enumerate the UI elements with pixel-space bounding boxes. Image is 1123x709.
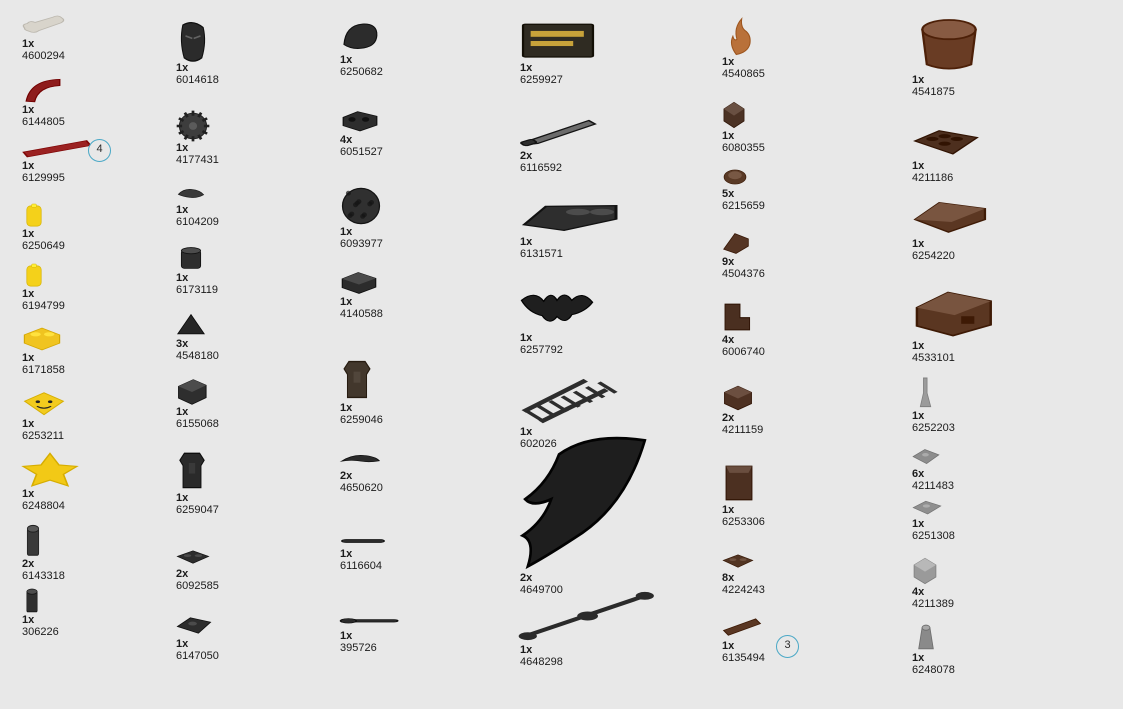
part-quantity: 1x bbox=[912, 74, 925, 86]
part-entry bbox=[176, 20, 219, 86]
part-image bbox=[176, 448, 219, 492]
part-image bbox=[176, 20, 219, 62]
part-image bbox=[520, 20, 596, 62]
part-entry bbox=[22, 326, 65, 376]
part-entry bbox=[22, 390, 66, 442]
part-image bbox=[912, 376, 955, 410]
part-number: 4140588 bbox=[340, 308, 383, 320]
part-image bbox=[912, 446, 954, 468]
part-image bbox=[22, 138, 92, 160]
part-quantity: 1x bbox=[22, 614, 35, 626]
part-image bbox=[722, 100, 765, 130]
part-quantity: 1x bbox=[176, 406, 189, 418]
part-number: 6104209 bbox=[176, 216, 219, 228]
part-number: 6257792 bbox=[520, 344, 563, 356]
part-number: 4548180 bbox=[176, 350, 219, 362]
part-entry bbox=[722, 552, 765, 596]
part-entry bbox=[912, 376, 955, 434]
part-quantity: 1x bbox=[520, 644, 533, 656]
part-quantity: 1x bbox=[340, 402, 353, 414]
part-image bbox=[176, 312, 219, 338]
part-entry bbox=[520, 284, 594, 356]
part-image bbox=[22, 452, 78, 488]
part-entry bbox=[22, 264, 65, 312]
part-entry bbox=[722, 300, 765, 358]
part-entry bbox=[22, 452, 78, 512]
part-entry bbox=[176, 448, 219, 516]
part-number: 4649700 bbox=[520, 584, 563, 596]
part-image bbox=[22, 524, 65, 558]
part-number: 6092585 bbox=[176, 580, 219, 592]
part-entry bbox=[912, 196, 988, 262]
part-quantity: 1x bbox=[912, 518, 925, 530]
part-image bbox=[912, 14, 986, 74]
part-quantity: 4x bbox=[912, 586, 925, 598]
part-number: 4533101 bbox=[912, 352, 955, 364]
part-entry bbox=[340, 270, 383, 320]
part-entry bbox=[22, 138, 92, 184]
part-entry bbox=[912, 446, 954, 492]
part-quantity: 1x bbox=[340, 296, 353, 308]
part-image bbox=[912, 126, 980, 160]
part-image bbox=[22, 204, 65, 228]
part-number: 4211389 bbox=[912, 598, 955, 610]
part-quantity: 1x bbox=[176, 142, 189, 154]
part-number: 6253211 bbox=[22, 430, 65, 442]
part-quantity: 1x bbox=[176, 62, 189, 74]
part-image bbox=[340, 108, 383, 134]
part-image bbox=[22, 326, 65, 352]
part-quantity: 1x bbox=[176, 272, 189, 284]
part-entry bbox=[912, 620, 955, 676]
part-quantity: 1x bbox=[912, 652, 925, 664]
part-number: 4224243 bbox=[722, 584, 765, 596]
part-number: 6251308 bbox=[912, 530, 955, 542]
part-entry bbox=[340, 356, 383, 426]
part-quantity: 1x bbox=[912, 160, 925, 172]
part-quantity: 1x bbox=[722, 56, 735, 68]
part-number: 4504376 bbox=[722, 268, 765, 280]
part-number: 6155068 bbox=[176, 418, 219, 430]
part-entry bbox=[912, 556, 954, 610]
part-number: 4541875 bbox=[912, 86, 955, 98]
part-image bbox=[340, 186, 383, 226]
part-image bbox=[520, 432, 650, 572]
part-image bbox=[722, 230, 765, 256]
part-entry bbox=[722, 384, 763, 436]
part-entry bbox=[722, 100, 765, 154]
part-entry bbox=[176, 110, 219, 166]
step-callout-badge: 4 bbox=[88, 139, 111, 162]
part-quantity: 4x bbox=[340, 134, 353, 146]
part-quantity: 1x bbox=[22, 104, 35, 116]
part-entry bbox=[22, 524, 65, 582]
part-image bbox=[22, 264, 65, 288]
part-image bbox=[722, 616, 765, 640]
part-entry bbox=[520, 432, 650, 596]
part-number: 6135494 bbox=[722, 652, 765, 664]
part-entry bbox=[722, 18, 765, 80]
part-image bbox=[22, 588, 59, 614]
part-number: 6147050 bbox=[176, 650, 219, 662]
part-entry bbox=[520, 20, 596, 86]
part-number: 4211186 bbox=[912, 172, 954, 184]
part-quantity: 6x bbox=[912, 468, 925, 480]
part-quantity: 1x bbox=[176, 638, 189, 650]
part-entry bbox=[176, 548, 219, 592]
part-quantity: 1x bbox=[340, 630, 353, 642]
part-number: 4650620 bbox=[340, 482, 383, 494]
step-callout-badge: 3 bbox=[776, 635, 799, 658]
part-quantity: 9x bbox=[722, 256, 735, 268]
part-number: 6253306 bbox=[722, 516, 765, 528]
part-image bbox=[722, 384, 763, 412]
part-number: 6250649 bbox=[22, 240, 65, 252]
part-image bbox=[912, 286, 994, 340]
part-image bbox=[520, 114, 600, 150]
part-number: 602026 bbox=[520, 438, 557, 450]
part-number: 6248804 bbox=[22, 500, 65, 512]
part-number: 6248078 bbox=[912, 664, 955, 676]
part-entry bbox=[722, 462, 765, 528]
part-entry bbox=[176, 378, 219, 430]
part-number: 6173119 bbox=[176, 284, 219, 296]
part-number: 4648298 bbox=[520, 656, 563, 668]
part-image bbox=[912, 556, 954, 586]
part-image bbox=[340, 448, 383, 470]
part-entry bbox=[912, 14, 986, 98]
part-number: 4211483 bbox=[912, 480, 955, 492]
part-quantity: 1x bbox=[176, 492, 189, 504]
part-quantity: 1x bbox=[22, 288, 35, 300]
part-image bbox=[176, 614, 219, 638]
part-entry bbox=[340, 108, 383, 158]
part-quantity: 1x bbox=[912, 238, 925, 250]
part-number: 6144805 bbox=[22, 116, 65, 128]
part-number: 6080355 bbox=[722, 142, 765, 154]
part-image bbox=[176, 378, 219, 406]
part-image bbox=[912, 620, 955, 652]
part-quantity: 3x bbox=[176, 338, 189, 350]
part-entry bbox=[22, 12, 66, 62]
part-quantity: 1x bbox=[722, 504, 735, 516]
part-number: 6116592 bbox=[520, 162, 563, 174]
part-number: 6129995 bbox=[22, 172, 65, 184]
part-entry bbox=[520, 196, 620, 260]
part-number: 306226 bbox=[22, 626, 59, 638]
part-quantity: 2x bbox=[722, 412, 735, 424]
part-number: 6014618 bbox=[176, 74, 219, 86]
part-entry bbox=[340, 448, 383, 494]
part-quantity: 1x bbox=[520, 236, 533, 248]
part-entry bbox=[912, 286, 994, 364]
part-entry bbox=[22, 76, 65, 128]
part-number: 6194799 bbox=[22, 300, 65, 312]
part-quantity: 2x bbox=[340, 470, 353, 482]
part-quantity: 1x bbox=[22, 418, 35, 430]
part-number: 6131571 bbox=[520, 248, 563, 260]
part-entry bbox=[22, 204, 65, 252]
part-image bbox=[912, 196, 988, 238]
part-number: 4540865 bbox=[722, 68, 765, 80]
part-image bbox=[176, 246, 218, 272]
part-image bbox=[912, 498, 955, 518]
part-quantity: 1x bbox=[22, 228, 35, 240]
part-number: 6006740 bbox=[722, 346, 765, 358]
part-quantity: 1x bbox=[722, 640, 735, 652]
part-quantity: 1x bbox=[22, 160, 35, 172]
part-quantity: 8x bbox=[722, 572, 735, 584]
part-image bbox=[520, 284, 594, 332]
part-image bbox=[722, 552, 765, 572]
part-image bbox=[722, 166, 765, 188]
part-quantity: 1x bbox=[340, 226, 353, 238]
part-number: 6259927 bbox=[520, 74, 563, 86]
part-image bbox=[340, 20, 383, 54]
part-number: 4211159 bbox=[722, 424, 764, 436]
part-entry bbox=[340, 534, 386, 572]
part-image bbox=[340, 612, 400, 630]
part-entry bbox=[722, 616, 765, 664]
part-image bbox=[22, 76, 65, 104]
part-quantity: 1x bbox=[22, 488, 35, 500]
part-number: 6215659 bbox=[722, 200, 765, 212]
part-image bbox=[722, 18, 765, 56]
part-image bbox=[176, 110, 219, 142]
part-image bbox=[722, 462, 765, 504]
part-entry bbox=[520, 588, 650, 668]
part-entry bbox=[722, 166, 765, 212]
part-quantity: 2x bbox=[176, 568, 189, 580]
part-image bbox=[340, 356, 383, 402]
part-image bbox=[520, 588, 650, 644]
part-quantity: 1x bbox=[912, 410, 925, 422]
part-entry bbox=[912, 126, 980, 184]
part-quantity: 1x bbox=[340, 548, 353, 560]
part-quantity: 1x bbox=[340, 54, 353, 66]
part-entry bbox=[340, 20, 383, 78]
part-entry bbox=[340, 186, 383, 250]
part-number: 4600294 bbox=[22, 50, 65, 62]
part-number: 6259047 bbox=[176, 504, 219, 516]
part-number: 6254220 bbox=[912, 250, 955, 262]
part-quantity: 2x bbox=[520, 150, 533, 162]
part-number: 6093977 bbox=[340, 238, 383, 250]
part-entry bbox=[176, 182, 219, 228]
part-image bbox=[340, 534, 386, 548]
part-image bbox=[520, 196, 620, 236]
part-image bbox=[520, 374, 614, 426]
part-entry bbox=[722, 230, 765, 280]
part-number: 6171858 bbox=[22, 364, 65, 376]
part-entry bbox=[520, 114, 600, 174]
part-quantity: 1x bbox=[520, 62, 533, 74]
part-quantity: 4x bbox=[722, 334, 735, 346]
part-quantity: 2x bbox=[520, 572, 533, 584]
part-entry bbox=[340, 612, 400, 654]
part-entry bbox=[176, 614, 219, 662]
part-quantity: 1x bbox=[520, 426, 533, 438]
part-entry bbox=[912, 498, 955, 542]
part-number: 395726 bbox=[340, 642, 377, 654]
part-entry bbox=[22, 588, 59, 638]
part-image bbox=[22, 12, 66, 38]
part-quantity: 1x bbox=[22, 38, 35, 50]
part-quantity: 1x bbox=[520, 332, 533, 344]
part-entry bbox=[176, 246, 218, 296]
part-image bbox=[176, 548, 219, 568]
part-number: 4177431 bbox=[176, 154, 219, 166]
part-entry bbox=[176, 312, 219, 362]
part-image bbox=[176, 182, 219, 204]
part-quantity: 1x bbox=[22, 352, 35, 364]
part-quantity: 5x bbox=[722, 188, 735, 200]
part-quantity: 1x bbox=[176, 204, 189, 216]
part-image bbox=[722, 300, 765, 334]
part-image bbox=[340, 270, 383, 296]
part-quantity: 1x bbox=[912, 340, 925, 352]
part-number: 6259046 bbox=[340, 414, 383, 426]
part-number: 6252203 bbox=[912, 422, 955, 434]
part-quantity: 2x bbox=[22, 558, 35, 570]
part-number: 6250682 bbox=[340, 66, 383, 78]
part-image bbox=[22, 390, 66, 418]
part-number: 6051527 bbox=[340, 146, 383, 158]
part-number: 6116604 bbox=[340, 560, 383, 572]
part-quantity: 1x bbox=[722, 130, 735, 142]
part-number: 6143318 bbox=[22, 570, 65, 582]
